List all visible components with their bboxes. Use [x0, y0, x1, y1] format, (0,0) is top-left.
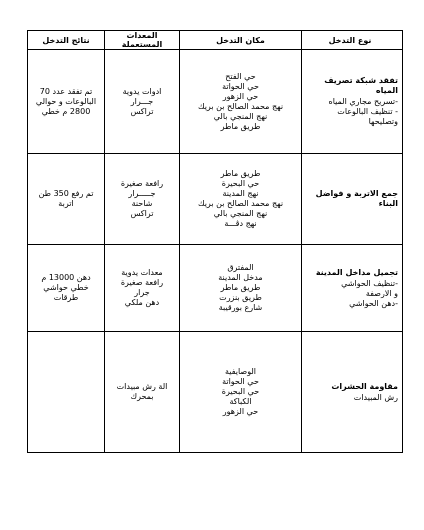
equipment-item: تراكس: [130, 106, 154, 116]
equipment-item: تراكس: [130, 209, 154, 218]
cell-equipment: [105, 154, 180, 245]
cell-result: [28, 332, 105, 453]
intervention-title: جمع الاتربة و فواضل البناء: [315, 188, 398, 208]
cell-result: [28, 245, 105, 332]
place-item: حي الحواتة: [222, 81, 259, 91]
header-type: نوع التدخل: [302, 31, 403, 50]
intervention-title: تجميل مداخل المدينة: [315, 267, 398, 277]
place-item: حي البحيرة: [221, 179, 260, 188]
result-item: 2800 م خطي: [41, 106, 91, 116]
equipment-item: دهن ملكي: [124, 298, 160, 307]
intervention-title: مقاومة الحشرات: [331, 381, 398, 391]
result-item: خطي حواشي: [43, 283, 89, 292]
cell-place: [180, 154, 302, 245]
place-item: المفترق: [227, 263, 254, 272]
intervention-title: تفقد شبكة تصريف المياه: [324, 76, 398, 95]
cell-type: [302, 50, 403, 154]
equipment-item: جرار: [134, 288, 150, 297]
cell-result: [28, 154, 105, 245]
intervention-detail: وتصليحها: [368, 117, 398, 126]
place-item: نهج محمد الصالح بن بريك: [197, 101, 284, 111]
cell-result: [28, 50, 105, 154]
intervention-detail: - تنظيف البالوعات: [337, 107, 398, 116]
result-item: دهن 13000 م: [41, 273, 91, 282]
equipment-item: رافعة صغيرة: [120, 179, 164, 188]
interventions-table: [27, 30, 403, 453]
cell-place: [180, 332, 302, 453]
place-item: حي الحواتة: [222, 377, 259, 386]
cell-equipment: [105, 50, 180, 154]
equipment-item: جـــــرار: [128, 189, 156, 198]
place-item: الوصايفية: [225, 367, 256, 376]
table-row: [28, 332, 403, 453]
place-item: مدخل المدينة: [218, 273, 263, 282]
place-item: نهج المنجي بالي: [213, 209, 268, 218]
result-item: تم رفع 350 طن: [38, 189, 94, 198]
header-equipment: المعدات المستعملة: [105, 31, 180, 50]
place-item: طريق ماطر: [220, 283, 261, 292]
equipment-item: ادوات يدوية: [122, 86, 162, 96]
equipment-item: شاحنة: [131, 199, 153, 208]
place-item: حي الزهور: [222, 91, 259, 101]
place-item: حي البحيرة: [221, 387, 260, 396]
place-item: طريق ماطر: [220, 121, 261, 131]
cell-type: [302, 154, 403, 245]
result-item: اتربة: [58, 199, 74, 208]
place-item: شارع بورقيبة: [218, 303, 263, 312]
intervention-detail: -تنظيف الحواشي: [341, 278, 398, 288]
header-row: [28, 31, 403, 50]
place-item: نهج محمد الصالح بن بريك: [197, 199, 284, 208]
place-item: طريق بنزرت: [219, 293, 262, 302]
place-item: طريق ماطر: [220, 169, 261, 178]
intervention-detail: و الارصفة: [365, 288, 398, 298]
place-item: نهج دڤـــة: [224, 219, 257, 228]
intervention-detail: رش المبيدات: [353, 392, 398, 402]
result-item: تم تفقد عدد 70: [39, 86, 93, 96]
cell-type: [302, 332, 403, 453]
equipment-item: الة رش مبيدات: [116, 382, 168, 391]
header-result: نتائج التدخل: [28, 31, 105, 50]
table-row: [28, 154, 403, 245]
cell-place: [180, 50, 302, 154]
cell-equipment: [105, 332, 180, 453]
cell-equipment: [105, 245, 180, 332]
result-item: البالوعات و حوالي: [35, 96, 97, 106]
intervention-detail: -تسريح مجاري المياه: [328, 97, 398, 106]
place-item: حي الفتح: [225, 71, 256, 81]
equipment-item: رافعة صغيرة: [120, 278, 164, 287]
cell-type: [302, 245, 403, 332]
table-row: [28, 50, 403, 154]
table-row: [28, 245, 403, 332]
place-item: نهج المدينة: [222, 189, 259, 198]
equipment-item: بمحرك: [130, 392, 154, 401]
header-place: مكان التدخل: [180, 31, 302, 50]
place-item: الكباكة: [229, 397, 252, 406]
place-item: حي الزهور: [222, 407, 259, 416]
intervention-detail: -دهن الحواشي: [349, 298, 398, 308]
result-item: طرقات: [53, 293, 79, 302]
place-item: نهج المنجي بالي: [213, 111, 268, 121]
cell-place: [180, 245, 302, 332]
equipment-item: معدات يدوية: [121, 268, 163, 277]
equipment-item: جـــرار: [130, 96, 154, 106]
